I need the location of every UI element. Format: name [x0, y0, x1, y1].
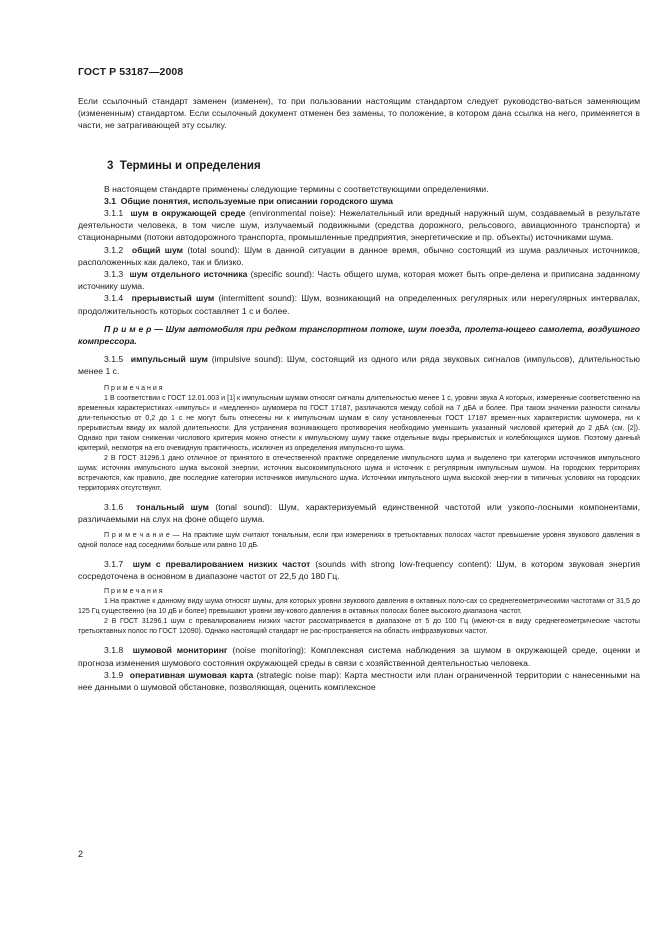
term-number: 3.1.1 [104, 208, 124, 219]
term-definition: (intermittent sound): Шум, возникающий на определенных регулярных или нерегулярных интервалах, продолжительность которых составляет 1 с и более. [78, 293, 640, 316]
note-1: 1 На практике к данному виду шума относят шумы, для которых уровни звукового давления в октавных поло-сах со среднегеометрическими частотами от 31,5 до 125 Гц существенно (на 10 дБ и более) превышают уровни зву-кового давления в октавных полосах более высокого диапазона частот. [78, 598, 640, 616]
note-text: На практике шум считают тональным, если при измерениях в третьоктавных полосах частот превышение уровня звукового давления в одной полосе над соседними больше или равно 10 дБ. [78, 531, 640, 549]
term-name: прерывистый шум [131, 293, 215, 304]
example-text: Шум автомобиля при редком транспортном потоке, шум поезда, пролета-ющего самолета, воздушного компрессора. [78, 323, 640, 347]
section-heading [78, 159, 640, 173]
note-tonal [78, 531, 640, 551]
term-number: 3.1.3 [104, 269, 124, 280]
term-definition: (tonal sound): Шум, характеризуемый единственной частотой или узкопо-лосными компонентами, различаемыми на слух на фоне общего шума. [78, 502, 640, 525]
term-definition: (specific sound): Часть общего шума, которая может быть опре-делена и приписана заданному источнику шума. [78, 269, 640, 292]
term-3-1-7 [78, 558, 640, 582]
term-name: оперативная шумовая карта [129, 669, 254, 680]
notes-heading: П р и м е ч а н и я [104, 384, 163, 392]
section-number: 3 [107, 159, 114, 172]
term-definition: (sounds with strong low-frequency content): Шум, в котором звуковая энергия сосредоточена в основном в диапазоне частот от 22,5 до 180 Гц. [78, 558, 640, 581]
note-2: 2 В ГОСТ 31296.1 дано отличное от принятого в отечественной практике определение импульсного шума и выделено три категории источников импульсного шума: источник импульсного шума высокой энергии, источник высокоимпульсного шума и источник с регулярным импульсным шумом. На городских территориях встречаются, как правило, две последние категории источников импульсного шума. Источники импульсного шума высокой энер-гии в типичных условиях на городских территориях отсутствуют. [78, 454, 640, 493]
example-label: П р и м е р — [104, 323, 166, 334]
page-number: 2 [78, 849, 84, 859]
term-number: 3.1.9 [104, 669, 124, 680]
term-3-1-9 [78, 669, 640, 693]
term-name: шум с превалированием низких частот [132, 558, 311, 569]
page-content [78, 95, 640, 693]
term-name: тональный шум [136, 502, 209, 513]
term-3-1-3 [78, 268, 640, 292]
subsection-title: Общие понятия, используемые при описании городского шума [120, 195, 393, 206]
term-3-1-6 [78, 501, 640, 525]
term-number: 3.1.7 [104, 558, 124, 569]
example-paragraph [78, 323, 640, 347]
term-3-1-2 [78, 244, 640, 268]
term-name: шум отдельного источника [129, 269, 248, 280]
term-3-1-5 [78, 353, 640, 377]
note-1: 1 В соответствии с ГОСТ 12.01.003 и [1] к импульсным шумам относят сигналы длительностью менее 1 с, уровни звука А которых, измеренные соответственно на временных характеристиках «импульс» и «медленно» шумомера по ГОСТ 17187, различаются между собой на 7 дБА и более. При таком значении разности сигналы дли-тельностью от 0,2 до 1 с не могут быть отнесены ни к импульсным шумам в силу установленных ГОСТ 17187 времен-ных характеристик шумомера, ни к прерывистым ввиду их малой длительности. Для устранения возникающего противоречия необходимо уменьшить указанный числовой критерий до 2 дБА (см. [2]). Однако при таком снижении числового критерия можно отнести к импульсному шуму также отдельные виды прерывистых и колеблющихся шумов. Поэтому данный критерий, несмотря на его очевидную практичность, исключен из определения импульсно-го шума. [78, 394, 640, 452]
term-definition: (environmental noise): Нежелательный или вредный наружный шум, создаваемый в результате деятельности человека, в том числе шум, излучаемый подвижными (средства дорожного, рельсового, авиационного транспорта) и стационарными (потоки автодорожного транспорта, промышленные предприятия, энергетические и пр. объекты) источниками шума. [78, 208, 640, 243]
term-name: общий шум [131, 244, 184, 255]
note-2: 2 В ГОСТ 31296.1 шум с превалированием низких частот рассматривается в диапазоне от 5 до 100 Гц (имеют-ся в виду среднегеометрические частоты третьоктавных полос по ГОСТ 12090). Однако настоящий стандарт не рас-пространяется на область инфразвуковых частот. [78, 618, 640, 636]
term-number: 3.1.2 [104, 244, 124, 255]
term-definition: (total sound): Шум в данной ситуации в данное время, обычно состоящий из шума различных источников, расположенных как далеко, так и близко. [78, 244, 640, 267]
section-intro: В настоящем стандарте применены следующие термины с соответствующими определениями. [104, 183, 489, 194]
term-definition: (strategic noise map): Карта местности или план ограниченной территории с нанесенными на нее данными о шумовой обстановке, позволяющая, оценить комплексное [78, 669, 640, 692]
term-definition: (noise monitoring): Комплексная система наблюдения за шумом в окружающей среде, оценки и прогноза изменения шумового состояния окружающей среды в связи с хозяйственной деятельностью человека. [78, 645, 640, 668]
intro-paragraph: Если ссылочный стандарт заменен (изменен), то при пользовании настоящим стандартом следует руководство-ваться заменяющим (измененным) стандартом. Если ссылочный документ отменен без замены, то положение, в котором дана ссылка на него, применяется в части, не затрагивающей эту ссылку. [78, 96, 640, 131]
term-number: 3.1.8 [104, 645, 124, 656]
term-number: 3.1.4 [104, 293, 124, 304]
notes-heading: П р и м е ч а н и я [104, 588, 163, 596]
note-label: П р и м е ч а н и е — [104, 531, 183, 539]
term-definition: (impulsive sound): Шум, состоящий из одного или ряда звуковых сигналов (импульсов), длительностью менее 1 с. [78, 354, 641, 377]
term-3-1-4 [78, 292, 640, 316]
subsection-heading [78, 195, 640, 207]
term-number: 3.1.6 [104, 502, 124, 513]
term-name: шум в окружающей среде [130, 208, 246, 219]
term-3-1-1 [78, 207, 640, 244]
standard-header: ГОСТ Р 53187—2008 [78, 66, 184, 78]
term-name: шумовой мониторинг [132, 645, 228, 656]
term-3-1-8 [78, 644, 640, 668]
term-number: 3.1.5 [104, 354, 124, 365]
term-name: импульсный шум [130, 354, 208, 365]
subsection-number: 3.1 [104, 195, 116, 206]
section-title: Термины и определения [119, 159, 261, 172]
